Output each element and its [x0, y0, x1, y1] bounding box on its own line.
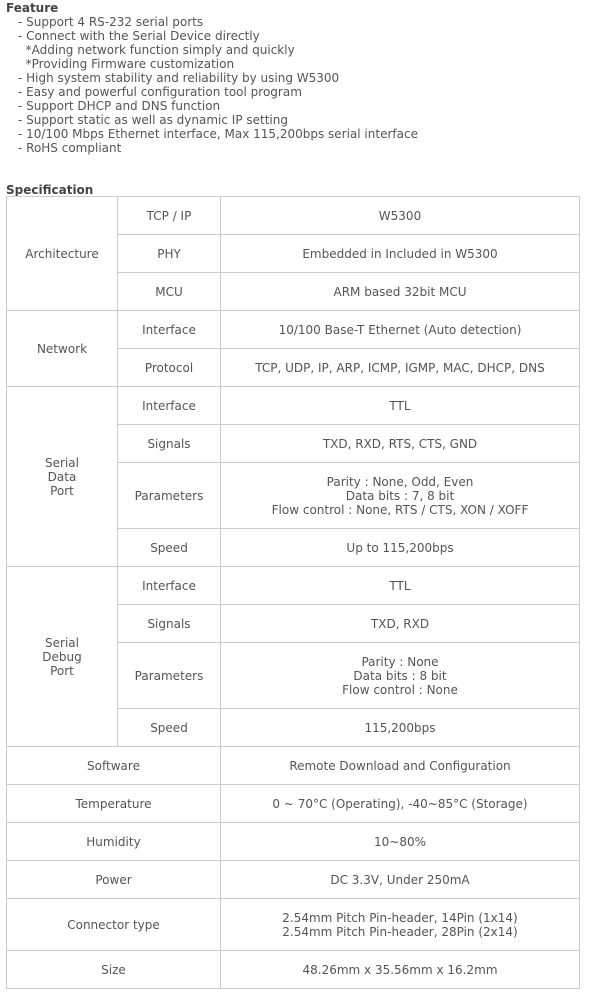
- spec-row: [7, 823, 580, 861]
- spec-value-line: Remote Download and Configuration: [289, 758, 511, 773]
- spec-name: Speed: [118, 709, 221, 747]
- spec-row: [7, 387, 580, 425]
- spec-name: PHY: [118, 235, 221, 273]
- spec-row: [7, 747, 580, 785]
- spec-name: Signals: [118, 605, 221, 643]
- spec-group-label-line: Debug: [42, 649, 82, 664]
- spec-value: [221, 235, 580, 273]
- feature-item: - Support 4 RS-232 serial ports: [18, 15, 204, 29]
- spec-value-line: 0 ~ 70°C (Operating), -40~85°C (Storage): [272, 796, 528, 811]
- spec-name: Temperature: [7, 785, 221, 823]
- spec-value: [221, 529, 580, 567]
- spec-value: [221, 899, 580, 951]
- feature-item: - Easy and powerful configuration tool program: [18, 85, 302, 99]
- spec-row: [7, 951, 580, 989]
- spec-value-line: Parity : None: [361, 654, 439, 669]
- spec-value-line: 2.54mm Pitch Pin-header, 14Pin (1x14): [282, 910, 518, 925]
- spec-value: [221, 567, 580, 605]
- spec-name: Parameters: [118, 463, 221, 529]
- spec-value-line: TTL: [389, 578, 411, 593]
- spec-group-label-line: Port: [50, 663, 74, 678]
- specification-table: [6, 196, 580, 989]
- spec-value-line: ARM based 32bit MCU: [333, 284, 467, 299]
- spec-row: [7, 311, 580, 349]
- spec-group-label-line: Architecture: [25, 246, 99, 261]
- spec-name: Signals: [118, 425, 221, 463]
- spec-name: Protocol: [118, 349, 221, 387]
- feature-item: *Providing Firmware customization: [18, 57, 235, 71]
- feature-item: - Support DHCP and DNS function: [18, 99, 221, 113]
- spec-name: Software: [7, 747, 221, 785]
- spec-value-line: 115,200bps: [364, 720, 436, 735]
- spec-value: [221, 197, 580, 235]
- spec-value: [221, 273, 580, 311]
- spec-name: Power: [7, 861, 221, 899]
- spec-group-label-line: Network: [36, 341, 88, 356]
- spec-value-line: W5300: [378, 208, 422, 223]
- spec-value-line: TXD, RXD: [370, 616, 430, 631]
- spec-value: [221, 709, 580, 747]
- spec-value-line: Flow control : None: [342, 682, 458, 697]
- spec-name: Connector type: [7, 899, 221, 951]
- spec-value-line: 10/100 Base-T Ethernet (Auto detection): [278, 322, 522, 337]
- spec-row: [7, 197, 580, 235]
- spec-value-line: DC 3.3V, Under 250mA: [330, 872, 470, 887]
- spec-group-label: [7, 567, 118, 747]
- feature-list: [18, 15, 418, 155]
- spec-name: Speed: [118, 529, 221, 567]
- spec-name: Interface: [118, 387, 221, 425]
- spec-group-label: [7, 387, 118, 567]
- spec-value: [221, 861, 580, 899]
- spec-value-line: Data bits : 7, 8 bit: [345, 488, 455, 503]
- feature-item: - Support static as well as dynamic IP setting: [18, 113, 288, 127]
- spec-value: [221, 823, 580, 861]
- spec-value: [221, 785, 580, 823]
- spec-value-line: Data bits : 8 bit: [353, 668, 447, 683]
- spec-name: Interface: [118, 311, 221, 349]
- spec-value-line: Embedded in Included in W5300: [302, 246, 498, 261]
- spec-value-line: 48.26mm x 35.56mm x 16.2mm: [302, 962, 498, 977]
- feature-heading: Feature: [6, 1, 59, 15]
- spec-group-label: [7, 197, 118, 311]
- spec-value-line: Flow control : None, RTS / CTS, XON / XOFF: [271, 502, 529, 517]
- spec-value: [221, 425, 580, 463]
- specification-heading: Specification: [6, 183, 94, 197]
- spec-value: [221, 643, 580, 709]
- spec-name: Humidity: [7, 823, 221, 861]
- spec-value: [221, 463, 580, 529]
- spec-row: [7, 861, 580, 899]
- spec-value-line: Parity : None, Odd, Even: [326, 474, 474, 489]
- spec-group-label-line: Serial: [45, 635, 79, 650]
- spec-value: [221, 311, 580, 349]
- spec-name: TCP / IP: [118, 197, 221, 235]
- spec-row: [7, 567, 580, 605]
- spec-group-label-line: Port: [50, 483, 74, 498]
- spec-value-line: Up to 115,200bps: [346, 540, 454, 555]
- spec-row: [7, 899, 580, 951]
- spec-group-label-line: Serial: [45, 455, 79, 470]
- feature-item: - Connect with the Serial Device directly: [18, 29, 260, 43]
- feature-item: - RoHS compliant: [18, 141, 122, 155]
- feature-item: *Adding network function simply and quickly: [18, 43, 295, 57]
- spec-name: MCU: [118, 273, 221, 311]
- feature-item: - 10/100 Mbps Ethernet interface, Max 115,200bps serial interface: [18, 127, 418, 141]
- spec-name: Parameters: [118, 643, 221, 709]
- spec-name: Interface: [118, 567, 221, 605]
- spec-value-line: TTL: [389, 398, 411, 413]
- spec-row: [7, 785, 580, 823]
- spec-value: [221, 387, 580, 425]
- spec-group-label-line: Data: [47, 469, 77, 484]
- spec-name: Size: [7, 951, 221, 989]
- spec-value-line: 2.54mm Pitch Pin-header, 28Pin (2x14): [282, 924, 518, 939]
- feature-item: - High system stability and reliability by using W5300: [18, 71, 340, 85]
- spec-value: [221, 747, 580, 785]
- spec-value: [221, 349, 580, 387]
- spec-value-line: TXD, RXD, RTS, CTS, GND: [322, 436, 478, 451]
- spec-value-line: TCP, UDP, IP, ARP, ICMP, IGMP, MAC, DHCP, DNS: [255, 360, 545, 375]
- spec-value: [221, 951, 580, 989]
- spec-group-label: [7, 311, 118, 387]
- spec-value: [221, 605, 580, 643]
- spec-value-line: 10~80%: [374, 834, 426, 849]
